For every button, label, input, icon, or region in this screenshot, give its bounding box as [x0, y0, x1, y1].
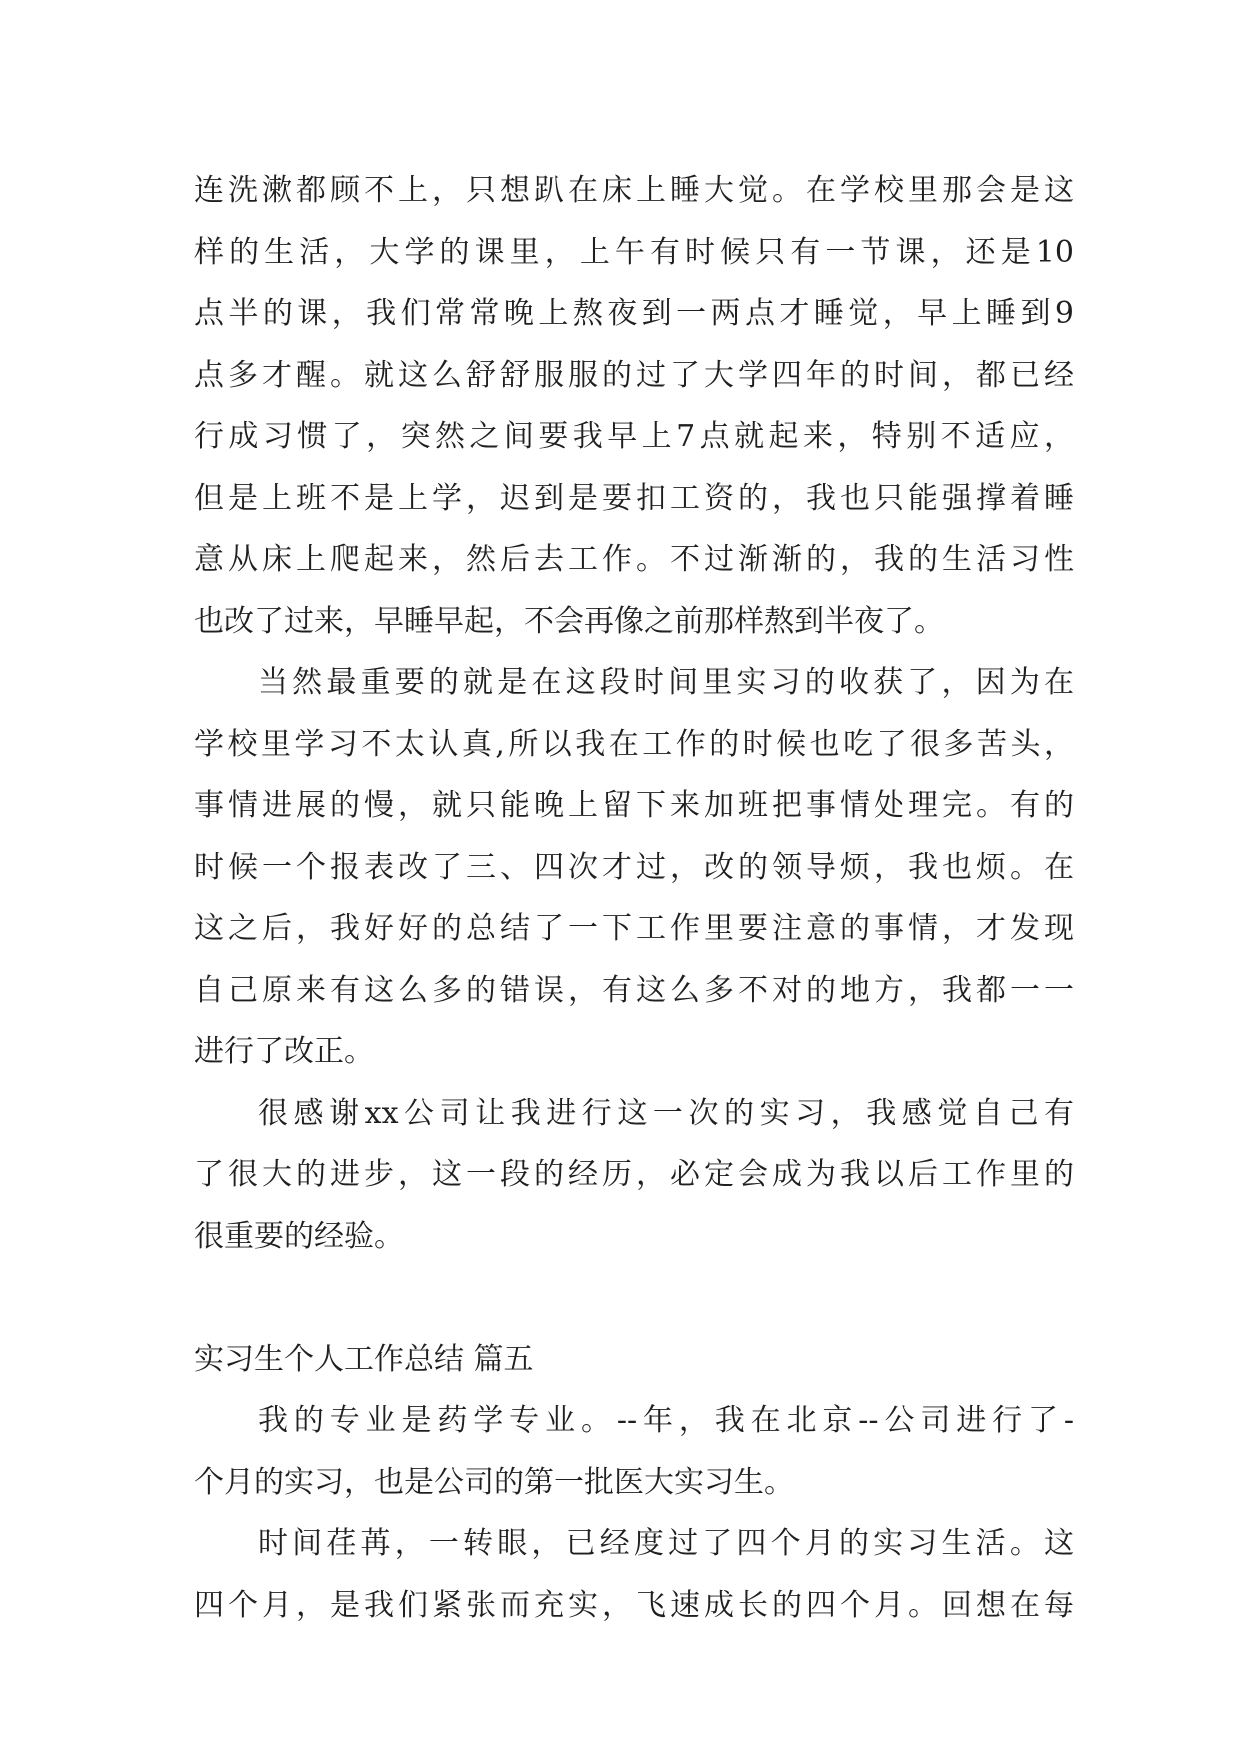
text-line: 时间荏苒，一转眼，已经度过了四个月的实习生活。这 [258, 1526, 1074, 1561]
text-line: 了很大的进步，这一段的经历，必定会成为我以后工作里的 [194, 1157, 1074, 1192]
text-line: 很感谢xx公司让我进行这一次的实习，我感觉自己有 [258, 1095, 1074, 1131]
text-line: 个月的实习，也是公司的第一批医大实习生。 [194, 1464, 794, 1500]
text-line: 时候一个报表改了三、四次才过，改的领导烦，我也烦。在 [194, 849, 1074, 885]
text-line: 意从床上爬起来，然后去工作。不过渐渐的，我的生活习性 [194, 542, 1074, 577]
document-body [194, 160, 1074, 1636]
text-line: 连洗漱都顾不上，只想趴在床上睡大觉。在学校里那会是这 [194, 173, 1074, 208]
text-line: 四个月，是我们紧张而充实，飞速成长的四个月。回想在每 [194, 1587, 1074, 1623]
text-line: 事情进展的慢，就只能晚上留下来加班把事情处理完。有的 [194, 788, 1074, 823]
text-line: 点半的课，我们常常晚上熬夜到一两点才睡觉，早上睡到9 [194, 296, 1074, 331]
paragraph [194, 652, 1074, 1083]
text-line: 当然最重要的就是在这段时间里实习的收获了，因为在 [258, 665, 1074, 700]
text-line: 点多才醒。就这么舒舒服服的过了大学四年的时间，都已经 [194, 357, 1074, 393]
text-line: 样的生活，大学的课里，上午有时候只有一节课，还是10 [194, 234, 1074, 270]
paragraph [194, 1513, 1074, 1636]
text-line: 学校里学习不太认真,所以我在工作的时候也吃了很多苦头， [194, 726, 1074, 762]
text-line: 但是上班不是上学，迟到是要扣工资的，我也只能强撑着睡 [194, 480, 1074, 516]
text-line: 这之后，我好好的总结了一下工作里要注意的事情，才发现 [194, 911, 1074, 946]
text-line: 自己原来有这么多的错误，有这么多不对的地方，我都一一 [194, 972, 1074, 1008]
paragraph [194, 1083, 1074, 1268]
text-line: 也改了过来，早睡早起，不会再像之前那样熬到半夜了。 [194, 603, 944, 639]
text-line: 行成习惯了，突然之间要我早上7点就起来，特别不适应， [194, 419, 1074, 454]
blank-line [194, 1267, 1074, 1329]
paragraph [194, 1390, 1074, 1513]
paragraph [194, 160, 1074, 652]
text-line: 很重要的经验。 [194, 1218, 404, 1254]
text-line: 进行了改正。 [194, 1034, 374, 1069]
section-heading: 实习生个人工作总结 篇五 [194, 1341, 534, 1377]
text-line: 我的专业是药学专业。--年，我在北京--公司进行了- [258, 1403, 1074, 1438]
